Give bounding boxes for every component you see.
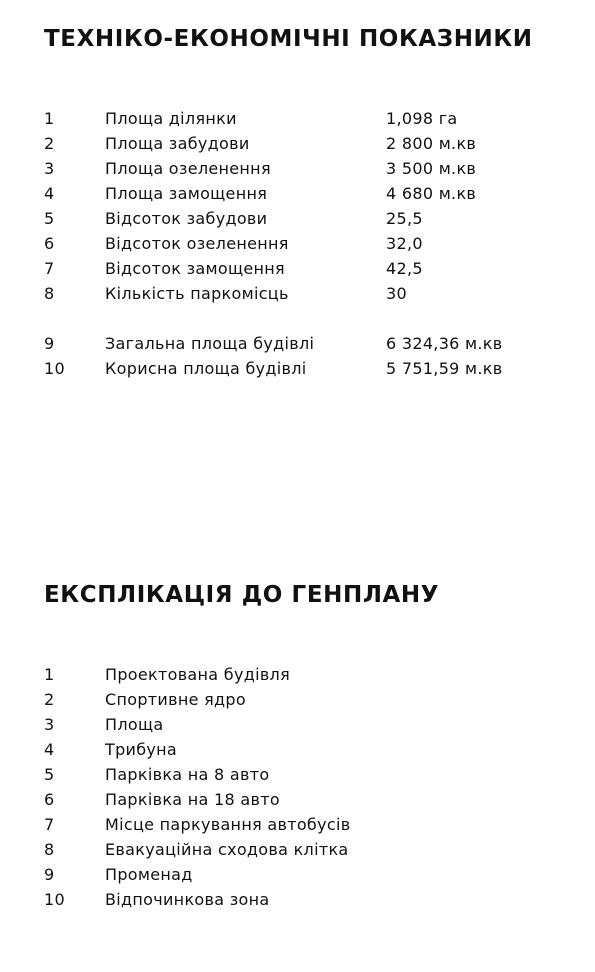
indicator-name: Відсоток озеленення xyxy=(105,234,289,253)
indicator-value: 3 500 м.кв xyxy=(386,159,477,178)
indicator-name: Площа забудови xyxy=(105,134,250,153)
indicator-value: 42,5 xyxy=(386,259,423,278)
row-number: 8 xyxy=(44,840,55,859)
row-number: 7 xyxy=(44,259,55,278)
row-number: 8 xyxy=(44,284,55,303)
tech-indicators-title: ТЕХНІКО-ЕКОНОМІЧНІ ПОКАЗНИКИ xyxy=(44,26,533,52)
row-number: 7 xyxy=(44,815,55,834)
indicator-name: Кількість паркомісць xyxy=(105,284,289,303)
explication-item-name: Площа xyxy=(105,715,164,734)
indicator-value: 6 324,36 м.кв xyxy=(386,334,503,353)
row-number: 4 xyxy=(44,740,55,759)
explication-item-name: Відпочинкова зона xyxy=(105,890,270,909)
row-number: 4 xyxy=(44,184,55,203)
explication-item-name: Евакуаційна сходова клітка xyxy=(105,840,349,859)
explication-item-name: Парківка на 8 авто xyxy=(105,765,270,784)
indicator-name: Відсоток замощення xyxy=(105,259,285,278)
explication-item-name: Проектована будівля xyxy=(105,665,291,684)
indicator-name: Площа ділянки xyxy=(105,109,237,128)
row-number: 9 xyxy=(44,334,55,353)
row-number: 6 xyxy=(44,234,55,253)
row-number: 2 xyxy=(44,134,55,153)
row-number: 3 xyxy=(44,159,55,178)
indicator-value: 1,098 га xyxy=(386,109,458,128)
indicator-value: 4 680 м.кв xyxy=(386,184,477,203)
explication-item-name: Місце паркування автобусів xyxy=(105,815,351,834)
indicator-value: 25,5 xyxy=(386,209,423,228)
row-number: 1 xyxy=(44,109,55,128)
row-number: 6 xyxy=(44,790,55,809)
explication-item-name: Променад xyxy=(105,865,193,884)
row-number: 2 xyxy=(44,690,55,709)
indicator-value: 5 751,59 м.кв xyxy=(386,359,503,378)
row-number: 10 xyxy=(44,890,65,909)
indicator-name: Площа озеленення xyxy=(105,159,271,178)
explication-title: ЕКСПЛІКАЦІЯ ДО ГЕНПЛАНУ xyxy=(44,582,440,608)
row-number: 10 xyxy=(44,359,65,378)
indicator-value: 2 800 м.кв xyxy=(386,134,477,153)
indicator-name: Площа замощення xyxy=(105,184,268,203)
indicator-name: Відсоток забудови xyxy=(105,209,268,228)
row-number: 9 xyxy=(44,865,55,884)
row-number: 1 xyxy=(44,665,55,684)
row-number: 3 xyxy=(44,715,55,734)
row-number: 5 xyxy=(44,765,55,784)
indicator-name: Загальна площа будівлі xyxy=(105,334,315,353)
explication-item-name: Спортивне ядро xyxy=(105,690,246,709)
explication-item-name: Парківка на 18 авто xyxy=(105,790,280,809)
indicator-value: 30 xyxy=(386,284,407,303)
indicator-name: Корисна площа будівлі xyxy=(105,359,307,378)
indicator-value: 32,0 xyxy=(386,234,423,253)
row-number: 5 xyxy=(44,209,55,228)
explication-item-name: Трибуна xyxy=(105,740,178,759)
